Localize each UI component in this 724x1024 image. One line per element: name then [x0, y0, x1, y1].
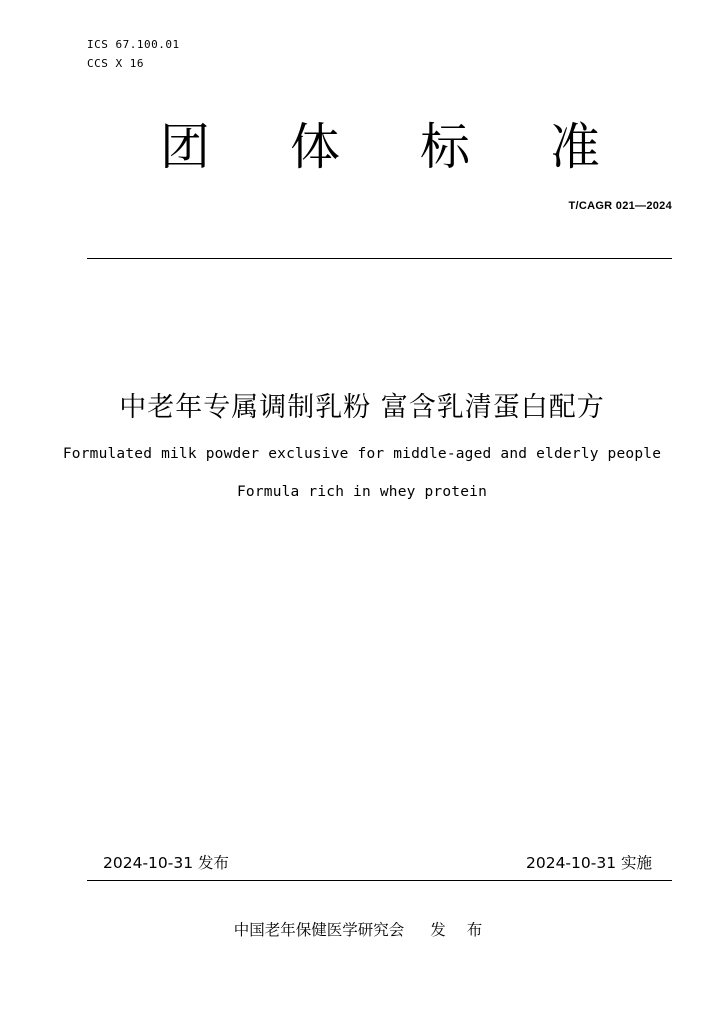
publisher-organization: 中国老年保健医学研究会 [233, 921, 405, 939]
issue-date: 2024-10-31 发布 [103, 854, 230, 872]
top-divider [87, 258, 672, 259]
standard-type-heading [160, 112, 600, 182]
standard-type-char: 标 [420, 118, 470, 176]
standard-number: T/CAGR 021—2024 [568, 200, 672, 212]
ccs-code: CCS X 16 [87, 57, 144, 70]
standard-type-char: 团 [160, 118, 210, 176]
implementation-date: 2024-10-31 实施 [525, 854, 652, 872]
ics-code: ICS 67.100.01 [87, 38, 180, 51]
standard-type-char: 准 [550, 118, 600, 176]
publisher-line [0, 919, 724, 941]
bottom-divider [87, 880, 672, 881]
standard-type-char: 体 [290, 118, 340, 176]
title-english-line-1: Formulated milk powder exclusive for middle-aged and elderly people [62, 446, 662, 462]
title-chinese: 中老年专属调制乳粉 富含乳清蛋白配方 [119, 392, 605, 423]
title-english-line-2: Formula rich in whey protein [236, 484, 488, 500]
publisher-action: 发 布 [430, 921, 491, 939]
